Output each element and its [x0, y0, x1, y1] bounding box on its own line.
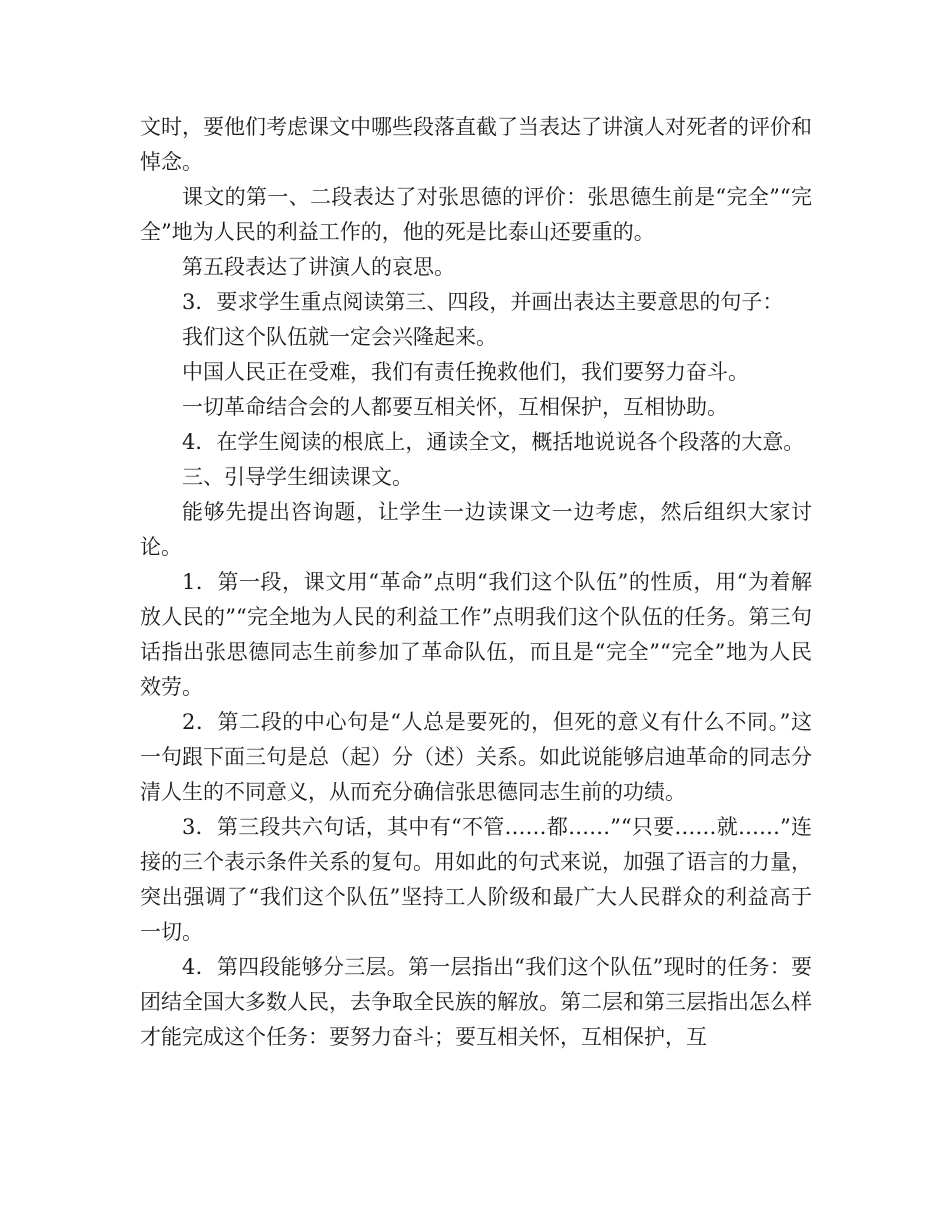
paragraph-9: 能够先提出咨询题，让学生一边读课文一边考虑，然后组织大家讨论。: [140, 500, 812, 559]
document-body: [140, 110, 812, 1055]
paragraph-11: 2．第二段的中心句是“人总是要死的，但死的意义有什么不同。”这一句跟下面三句是总（起）分（述）关系。如此说能够启迪革命的同志分清人生的不同意义，从而充分确信张思德同志生前的功绩。: [140, 710, 812, 804]
paragraph-6: 一切革命结合会的人都要互相关怀，互相保护，互相协助。: [182, 395, 728, 419]
paragraph-13: 4．第四段能够分三层。第一层指出“我们这个队伍”现时的任务：要团结全国大多数人民，去争取全民族的解放。第二层和第三层指出怎么样才能完成这个任务：要努力奋斗；要互相关怀，互相保护，互: [140, 955, 812, 1049]
paragraph-1: 课文的第一、二段表达了对张思德的评价：张思德生前是“完全”“完全”地为人民的利益工作的，他的死是比泰山还要重的。: [140, 185, 812, 244]
paragraph-2: 第五段表达了讲演人的哀思。: [182, 255, 455, 279]
paragraph-5: 中国人民正在受难，我们有责任挽救他们，我们要努力奋斗。: [182, 360, 749, 384]
paragraph-12: 3．第三段共六句话，其中有“不管……都……”“只要……就……”连接的三个表示条件关系的复句。用如此的句式来说，加强了语言的力量，突出强调了“我们这个队伍”坚持工人阶级和最广大人民群众的利益高于一切。: [140, 815, 812, 944]
paragraph-8: 三、引导学生细读课文。: [182, 465, 413, 489]
paragraph-3: 3．要求学生重点阅读第三、四段，并画出表达主要意思的句子：: [182, 290, 784, 314]
paragraph-10: 1．第一段，课文用“革命”点明“我们这个队伍”的性质，用“为着解放人民的”“完全地为人民的利益工作”点明我们这个队伍的任务。第三句话指出张思德同志生前参加了革命队伍，而且是“完全”“完全”地为人民效劳。: [140, 570, 812, 699]
paragraph-0: 文时，要他们考虑课文中哪些段落直截了当表达了讲演人对死者的评价和悼念。: [140, 115, 812, 174]
paragraph-7: 4．在学生阅读的根底上，通读全文，概括地说说各个段落的大意。: [182, 430, 805, 454]
paragraph-4: 我们这个队伍就一定会兴隆起来。: [182, 325, 497, 349]
